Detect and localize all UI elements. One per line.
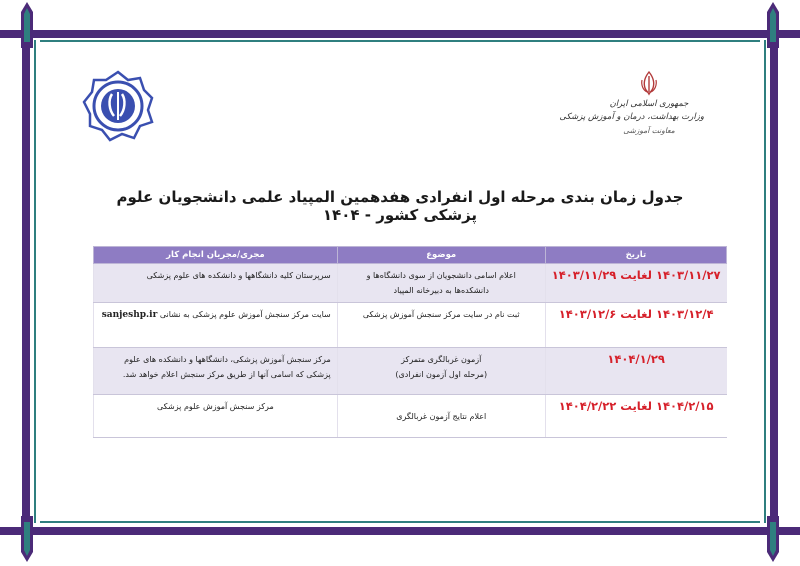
frame-right-line <box>764 40 766 523</box>
topic-line: ثبت نام در سایت مرکز سنجش آموزش پزشکی <box>362 310 520 319</box>
executor-cell <box>94 264 338 303</box>
executor-cell <box>94 348 338 395</box>
topic-line: (مرحله اول آزمون انفرادی) <box>395 370 488 379</box>
topic-cell <box>337 348 545 395</box>
executor-cell <box>94 395 338 438</box>
table-row <box>94 395 727 438</box>
column-header-executor: مجری/مجریان انجام کار <box>94 247 338 264</box>
column-header-date: تاریخ <box>545 247 726 264</box>
frame-left-bar <box>22 30 30 535</box>
topic-cell <box>337 395 545 438</box>
corner-ornament-icon <box>764 2 782 48</box>
table-row <box>94 303 727 348</box>
frame-top-line <box>40 40 760 42</box>
ministry-header <box>559 70 704 150</box>
topic-line: دانشکده‌ها به دبیرخانه المپیاد <box>393 286 489 295</box>
corner-ornament-icon <box>764 516 782 562</box>
date-cell: ۱۴۰۴/۲/۱۵ لغایت ۱۴۰۴/۲/۲۲ <box>545 395 726 438</box>
executor-text: سایت مرکز سنجش آموزش علوم پزشکی به نشانی <box>159 310 331 319</box>
topic-line: آزمون غربالگری متمرکز <box>401 355 482 364</box>
topic-cell <box>337 303 545 348</box>
sanjesh-site-link[interactable]: sanjeshp.ir <box>101 310 158 320</box>
ministry-line-republic: جمهوری اسلامی ایران <box>609 99 689 109</box>
corner-ornament-icon <box>18 2 36 48</box>
frame-bottom-line <box>40 521 760 523</box>
executor-line: پزشکی که اسامی آنها از طریق مرکز سنجش اعلام خواهد شد. <box>122 370 331 379</box>
executor-line: مرکز سنجش آموزش علوم پزشکی <box>156 402 274 411</box>
frame-bottom-bar <box>0 527 800 535</box>
frame-left-line <box>34 40 36 523</box>
ministry-line-ministry: وزارت بهداشت، درمان و آموزش پزشکی <box>559 112 704 122</box>
olympiad-logo-icon <box>82 70 154 142</box>
executor-cell <box>94 303 338 348</box>
iran-emblem-icon <box>636 70 662 96</box>
corner-ornament-icon <box>18 516 36 562</box>
executor-line <box>100 307 331 323</box>
executor-line: مرکز سنجش آموزش پزشکی، دانشگاهها و دانشکده های علوم <box>124 355 331 364</box>
date-cell: ۱۴۰۴/۱/۲۹ <box>545 348 726 395</box>
date-cell: ۱۴۰۳/۱۲/۴ لغایت ۱۴۰۳/۱۲/۶ <box>545 303 726 348</box>
table-row <box>94 348 727 395</box>
frame-top-bar <box>0 30 800 38</box>
table-header-row <box>94 247 727 264</box>
schedule-table <box>93 246 727 438</box>
date-cell: ۱۴۰۳/۱۱/۲۷ لغایت ۱۴۰۳/۱۱/۲۹ <box>545 264 726 303</box>
topic-line: اعلام اسامی دانشجویان از سوی دانشگاه‌ها و <box>366 271 516 280</box>
topic-line: اعلام نتایج آزمون غربالگری <box>396 411 487 421</box>
ministry-line-deputy: معاونت آموزشی <box>623 126 675 135</box>
frame-right-bar <box>770 30 778 535</box>
column-header-topic: موضوع <box>337 247 545 264</box>
table-row <box>94 264 727 303</box>
topic-cell <box>337 264 545 303</box>
page-title: جدول زمان بندی مرحله اول انفرادی هفدهمین المپیاد علمی دانشجویان علوم پزشکی کشور - ۱۴۰۴ <box>116 188 684 224</box>
executor-line: سرپرستان کلیه دانشگاهها و دانشکده های علوم پزشکی <box>146 271 331 280</box>
